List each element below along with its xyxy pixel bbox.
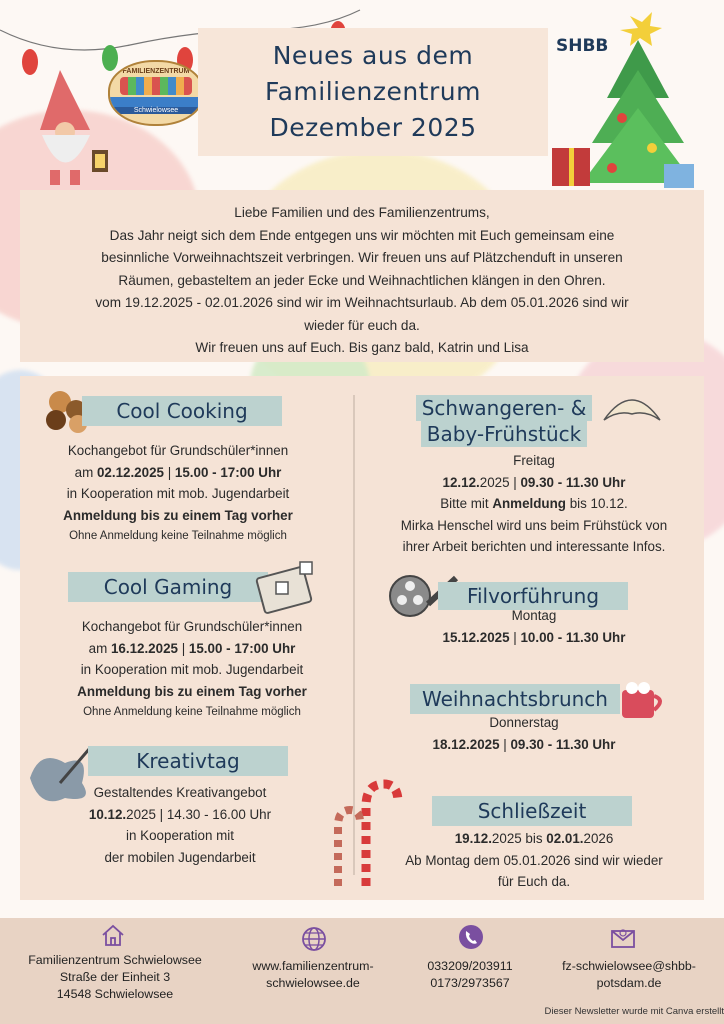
logo-wave <box>110 97 202 107</box>
cool-gaming-title: Cool Gaming <box>68 572 268 602</box>
cool-cooking-time: 15.00 - 17:00 Uhr <box>174 464 282 480</box>
logo-text-top: FAMILIENZENTRUM <box>122 68 190 75</box>
fruehstueck-details <box>364 450 704 558</box>
gnome-icon <box>20 60 120 190</box>
film-date-line: 15.12.2025 | 10.00 - 11.30 Uhr <box>442 629 626 645</box>
shbb-logo-text: SHBB <box>556 36 609 56</box>
brunch-details <box>354 712 694 755</box>
title-line-1: Neues aus dem <box>272 41 474 70</box>
intro-line: Wir freuen uns auf Euch. Bis ganz bald, Katrin und Lisa <box>195 340 529 355</box>
cool-cooking-date: 02.12.2025 <box>96 464 164 480</box>
intro-line: Das Jahr neigt sich dem Ende entgegen uns wir möchten mit Euch gemeinsam eine <box>109 227 615 243</box>
cool-cooking-line4: Anmeldung bis zu einem Tag vorher <box>63 507 293 523</box>
cool-cooking-line3: in Kooperation mit mob. Jugendarbeit <box>66 486 290 501</box>
film-date: 15.12.2025 <box>442 629 510 645</box>
logo-text-bottom: Schwielowsee <box>110 107 202 114</box>
cool-cooking-title: Cool Cooking <box>82 396 282 426</box>
intro-line: wieder für euch da. <box>304 317 420 333</box>
address-line: Familienzentrum Schwielowsee <box>28 953 202 967</box>
kreativtag-date: 10.12. <box>88 806 127 822</box>
film-day: Montag <box>511 608 557 623</box>
email-line: fz-schwielowsee@shbb- <box>562 959 696 973</box>
intro-line: Räumen, gebasteltem an jeder Ecke und Weihnachtlichen klängen in den Ohren. <box>118 272 606 288</box>
phone-line: 0173/2973567 <box>430 976 510 990</box>
board-game-icon <box>254 560 318 614</box>
schliesszeit-line3: für Euch da. <box>497 874 571 889</box>
phone-line: 033209/203911 <box>427 959 513 973</box>
cool-gaming-line1: Kochangebot für Grundschüler*innen <box>81 619 303 634</box>
globe-icon <box>301 926 327 952</box>
cool-cooking-line5: Ohne Anmeldung keine Teilnahme möglich <box>69 530 287 542</box>
kreativtag-date-line: 10.12.2025 | 14.30 - 16.00 Uhr <box>88 806 272 822</box>
website-line: schwielowsee.de <box>266 976 360 990</box>
intro-line: vom 19.12.2025 - 02.01.2026 sind wir im Weihnachtsurlaub. Ab dem 05.01.2026 sind wir <box>95 295 629 310</box>
brunch-date: 18.12.2025 <box>432 736 500 752</box>
familienzentrum-logo <box>108 60 204 126</box>
cool-gaming-date-line: am 16.12.2025 | 15.00 - 17:00 Uhr <box>88 640 296 656</box>
fruehstueck-day: Freitag <box>513 453 555 468</box>
kreativtag-line1: Gestaltendes Kreativangebot <box>93 785 267 800</box>
logo-people-icon <box>120 77 192 95</box>
cool-gaming-line5: Ohne Anmeldung keine Teilnahme möglich <box>83 706 301 718</box>
schliesszeit-date-to: 02.01. <box>546 831 584 846</box>
fruehstueck-line5: ihrer Arbeit berichten und interessante Infos. <box>402 539 666 554</box>
address-line: Straße der Einheit 3 <box>59 970 171 984</box>
cool-gaming-line4: Anmeldung bis zu einem Tag vorher <box>77 683 307 699</box>
film-title: Filvorführung <box>438 582 628 610</box>
cool-gaming-details <box>42 616 342 724</box>
fruehstueck-time: 09.30 - 11.30 Uhr <box>520 474 626 490</box>
cool-cooking-line1: Kochangebot für Grundschüler*innen <box>67 443 289 458</box>
kreativtag-details <box>40 782 320 868</box>
schliesszeit-line2: Ab Montag dem 05.01.2026 sind wir wieder <box>405 852 663 868</box>
cool-cooking-details <box>28 440 328 548</box>
title-line-3: Dezember 2025 <box>269 113 477 142</box>
fruehstueck-title <box>384 395 624 449</box>
brunch-day: Donnerstag <box>489 715 559 730</box>
fruehstueck-date: 12.12. <box>442 474 480 490</box>
croissant-icon <box>600 390 664 434</box>
house-icon <box>100 922 126 948</box>
film-details <box>364 605 704 648</box>
film-time: 10.00 - 11.30 Uhr <box>520 629 626 645</box>
kreativtag-line4: der mobilen Jugendarbeit <box>104 849 256 865</box>
intro-line: Liebe Familien und des Familienzentrums, <box>234 205 490 220</box>
email-line: potsdam.de <box>596 976 662 990</box>
intro-text <box>20 190 704 362</box>
fruehstueck-title-line1: Schwangeren- & <box>416 395 593 421</box>
cool-gaming-line3: in Kooperation mit mob. Jugendarbeit <box>80 662 304 677</box>
cool-gaming-date: 16.12.2025 <box>110 640 178 656</box>
brunch-title: Weihnachtsbrunch <box>410 684 620 714</box>
fruehstueck-title-line2: Baby-Frühstück <box>421 421 588 447</box>
kreativtag-line3: in Kooperation mit <box>126 828 234 843</box>
title-line-2: Familienzentrum <box>265 77 481 106</box>
cool-gaming-time: 15.00 - 17:00 Uhr <box>188 640 296 656</box>
email-icon <box>610 924 636 950</box>
footer-phone[interactable] <box>410 958 530 992</box>
schliesszeit-date-from: 19.12. <box>454 831 492 846</box>
website-line: www.familienzentrum- <box>252 959 374 973</box>
page-title <box>198 28 548 156</box>
schliesszeit-title: Schließzeit <box>432 796 632 826</box>
fruehstueck-registration: Bitte mit Anmeldung bis 10.12. <box>440 496 628 511</box>
schliesszeit-details <box>364 828 704 893</box>
address-line: 14548 Schwielowsee <box>56 987 174 1001</box>
schliesszeit-date-line: 19.12.2025 bis 02.01.2026 <box>454 831 614 846</box>
canva-note: Dieser Newsletter wurde mit Canva erstellt <box>544 1006 724 1017</box>
kreativtag-title: Kreativtag <box>88 746 288 776</box>
fruehstueck-line4: Mirka Henschel wird uns beim Frühstück von <box>400 517 668 533</box>
footer-address <box>10 952 220 1003</box>
brunch-date-line: 18.12.2025 | 09.30 - 11.30 Uhr <box>432 736 616 752</box>
christmas-tree-icon <box>552 8 712 193</box>
cool-cooking-date-line: am 02.12.2025 | 15.00 - 17:00 Uhr <box>74 464 282 480</box>
footer-website[interactable] <box>228 958 398 992</box>
fruehstueck-date-line: 12.12.2025 | 09.30 - 11.30 Uhr <box>442 474 626 490</box>
footer-email[interactable] <box>544 958 714 992</box>
brunch-time: 09.30 - 11.30 Uhr <box>510 736 616 752</box>
intro-line: besinnliche Vorweihnachtszeit verbringen. Wir freuen uns auf Plätzchenduft in unseren <box>101 250 623 265</box>
phone-icon <box>458 924 484 950</box>
